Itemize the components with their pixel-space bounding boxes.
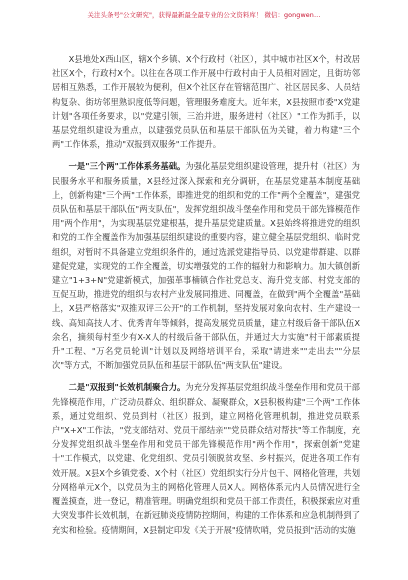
- intro-paragraph: [52, 52, 360, 151]
- paragraph-text: X县地处X西山区，辖X个乡镇、X个行政村（社区），其中城市社区X个，村改居社区X个，行政村X个。以往在各项工作开展中行政村由于人员相对固定，且街坊邻居相互熟悉，工作开展较为便利，但X个社区存在管辖范围广、社区居民多、人员结构复杂、街坊邻里熟识度低等问题，管理服务难度大。近年来，X县按照市委"X党建计划"各项任务要求，以"党建引领，三治并进，服务进村（社区）"工作为抓手，以基层党组织建设为重点，以建强党员队伍和基层干部队伍为关键，着力构建"三个两"工作体系，推动"双报到双服务"工作提升。: [52, 54, 360, 150]
- section-one-heading: 一是"三个两"工作体系务基础。: [68, 161, 186, 172]
- section-one-paragraph: [52, 159, 360, 372]
- section-two-heading: 二是"双报到"长效机制聚合力。: [68, 382, 186, 393]
- section-one-text: 为强化基层党组织建设管理，提升村（社区）为民服务水平和服务质量，X县经过深入探索和充分调研，在基层党建基本制度基础上，创新构建"三个两"工作体系，即推进党的组织和党的工作"两个全覆盖"，建强党员队伍和基层干部队伍"两支队伍"，发挥党组织战斗堡垒作用和党员干部先锋模范作用"两个作用"，为实现基层党建根基，提升基层党建质量。X县始终将推进党的组织和党的工作全覆盖作为加强基层组织建设的重要内容，建立健全基层党组织、临时党组织，对暂时不具备建立党组织条件的，通过选派党建指导员、以党建带群建、以群建促党建，实现党的工作全覆盖，切实增强党的工作的辐射力和影响力。加大镇创新建立"1+3+N"党建新模式，加强革事楠镇合作社党总支、海升党支部、村党支部的互促互助，推进党的组织与农村产业发展同推进、同覆盖，在做到"两个全覆盖"基础上，X县严格落实"双推双评三公开"的工作机制，坚持发展对象向农村、生产建设一线、高知高技人才、优秀青年等倾斜，提高发展党员质量，建立村级后备干部队伍X余名，摘须每村至少有X-X人的村级后备干部队伍，并通过大力实施"村干部素质提升"工程、"万名党员轮训"计划以及网络培训平台，采取"请进来""走出去""分层次"等方式，不断加强党员队伍和基层干部队伍"两支队伍"建设。: [52, 161, 360, 371]
- section-two-text: 为充分发挥基层党组织战斗堡垒作用和党员干部先锋模范作用，广泛动员群众、组织群众、凝聚群众，X县积极构建"三个两"工作体系，通过党组织、党员到村（社区）报到，建立网格化管理机制，推进党员联系户"X+X"工作法，"党支部结对、党员干部结亲""党员群众结对帮扶"等工作制度，充分发挥党组织战斗堡垒作用和党员干部先锋模范作用"两个作用"，探索创新"党建十"工作模式，以党建、化党组织、党员引领脱贫攻坚、乡村振兴，促进各项工作有效开展。X县X个乡镇党委、X个村（社区）党组织实行分片包干、网格化管理，共划分网格单元X个，以党员为主的网格化管理人员X人。网格体系元内人员情况进行全覆盖摸查，进一登记，精准管理。明确党组织和党员干部工作责任，积极探索应对重大突发事件长效机制，在新冠肺炎疫情防控期间，构建的工作体系和应急机制得到了充实和检验。疫情期间，X县制定印发《关于开展"疫情吹哨，党员报到"活动的实施: [52, 382, 360, 535]
- banner-text: 关注头条号"公文研究"，获得最新最全最专业的公文资料库！ 微信：gongwen…: [87, 11, 321, 19]
- document-body: [52, 52, 360, 545]
- section-two-paragraph: [52, 380, 360, 536]
- header-banner: [0, 0, 408, 30]
